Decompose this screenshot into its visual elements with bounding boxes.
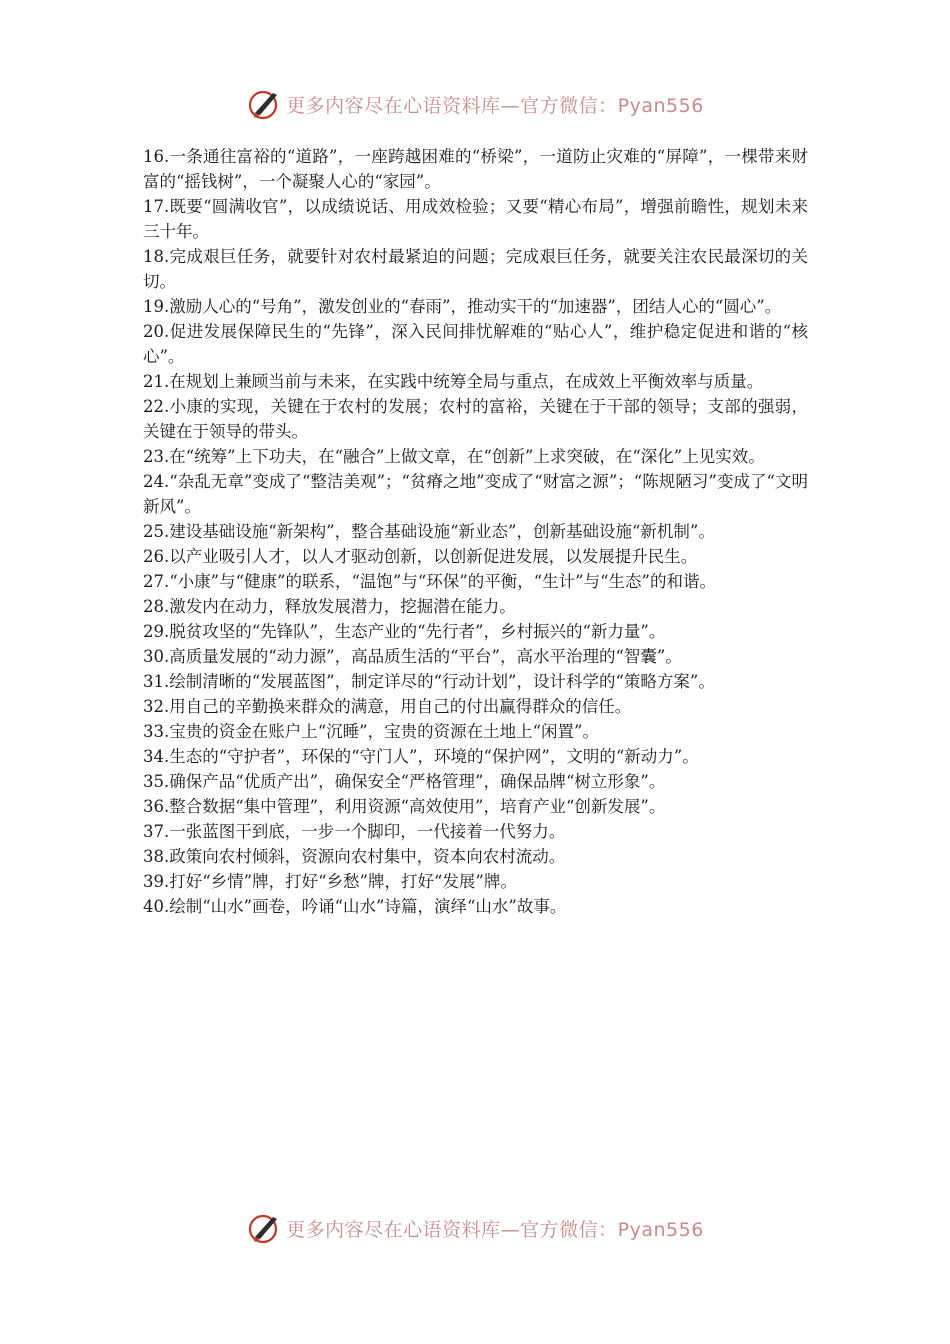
list-item: 24.“杂乱无章”变成了“整洁美观”；“贫瘠之地”变成了“财富之源”；“陈规陋习”变成了“文明新风”。 (143, 472, 808, 516)
pen-logo-icon (246, 86, 282, 122)
list-item: 21.在规划上兼顾当前与未来，在实践中统筹全局与重点，在成效上平衡效率与质量。 (143, 372, 764, 391)
list-item: 34.生态的“守护者”，环保的“守门人”，环境的“保护网”，文明的“新动力”。 (143, 747, 699, 766)
list-item: 32.用自己的辛勤换来群众的满意，用自己的付出赢得群众的信任。 (143, 697, 632, 716)
document-body (143, 144, 808, 919)
list-item: 22.小康的实现，关键在于农村的发展；农村的富裕，关键在于干部的领导；支部的强弱，关键在于领导的带头。 (143, 397, 808, 441)
list-item: 30.高质量发展的“动力源”，高品质生活的“平台”，高水平治理的“智囊”。 (143, 647, 682, 666)
list-item: 16.一条通往富裕的“道路”，一座跨越困难的“桥梁”，一道防止灾难的“屏障”，一棵带来财富的“摇钱树”，一个凝聚人心的“家园”。 (143, 147, 808, 191)
footer-banner-text: 更多内容尽在心语资料库—官方微信：Pyan556 (286, 1218, 704, 1241)
list-item: 40.绘制“山水”画卷，吟诵“山水”诗篇，演绎“山水”故事。 (143, 897, 567, 916)
list-item: 25.建设基础设施“新架构”，整合基础设施“新业态”，创新基础设施“新机制”。 (143, 522, 715, 541)
list-item: 33.宝贵的资金在账户上“沉睡”，宝贵的资源在土地上“闲置”。 (143, 722, 599, 741)
header-banner (0, 84, 950, 124)
list-item: 36.整合数据“集中管理”，利用资源“高效使用”，培育产业“创新发展”。 (143, 797, 666, 816)
list-item: 31.绘制清晰的“发展蓝图”，制定详尽的“行动计划”，设计科学的“策略方案”。 (143, 672, 715, 691)
list-item: 18.完成艰巨任务，就要针对农村最紧迫的问题；完成艰巨任务，就要关注农民最深切的关切。 (143, 247, 808, 291)
list-item: 19.激励人心的“号角”，激发创业的“春雨”，推动实干的“加速器”，团结人心的“圆心”。 (143, 297, 782, 316)
footer-banner (0, 1208, 950, 1248)
list-item: 27.“小康”与“健康”的联系，“温饱”与“环保”的平衡，“生计”与“生态”的和谐。 (143, 572, 716, 591)
list-item: 23.在“统筹”上下功夫，在“融合”上做文章，在“创新”上求突破，在“深化”上见实效。 (143, 447, 765, 466)
list-item: 20.促进发展保障民生的“先锋”，深入民间排忧解难的“贴心人”，维护稳定促进和谐的“核心”。 (143, 322, 808, 366)
list-item: 35.确保产品“优质产出”，确保安全“严格管理”，确保品牌“树立形象”。 (143, 772, 666, 791)
pen-logo-icon (246, 1210, 282, 1246)
list-item: 37.一张蓝图干到底，一步一个脚印，一代接着一代努力。 (143, 822, 566, 841)
list-item: 38.政策向农村倾斜，资源向农村集中，资本向农村流动。 (143, 847, 566, 866)
list-item: 29.脱贫攻坚的“先锋队”，生态产业的“先行者”，乡村振兴的“新力量”。 (143, 622, 666, 641)
header-banner-text: 更多内容尽在心语资料库—官方微信：Pyan556 (286, 94, 704, 117)
list-item: 39.打好“乡情”牌，打好“乡愁”牌，打好“发展”牌。 (143, 872, 517, 891)
list-item: 28.激发内在动力，释放发展潜力，挖掘潜在能力。 (143, 597, 516, 616)
list-item: 17.既要“圆满收官”，以成绩说话、用成效检验；又要“精心布局”，增强前瞻性，规划未来三十年。 (143, 197, 808, 241)
list-item: 26.以产业吸引人才，以人才驱动创新，以创新促进发展，以发展提升民生。 (143, 547, 698, 566)
